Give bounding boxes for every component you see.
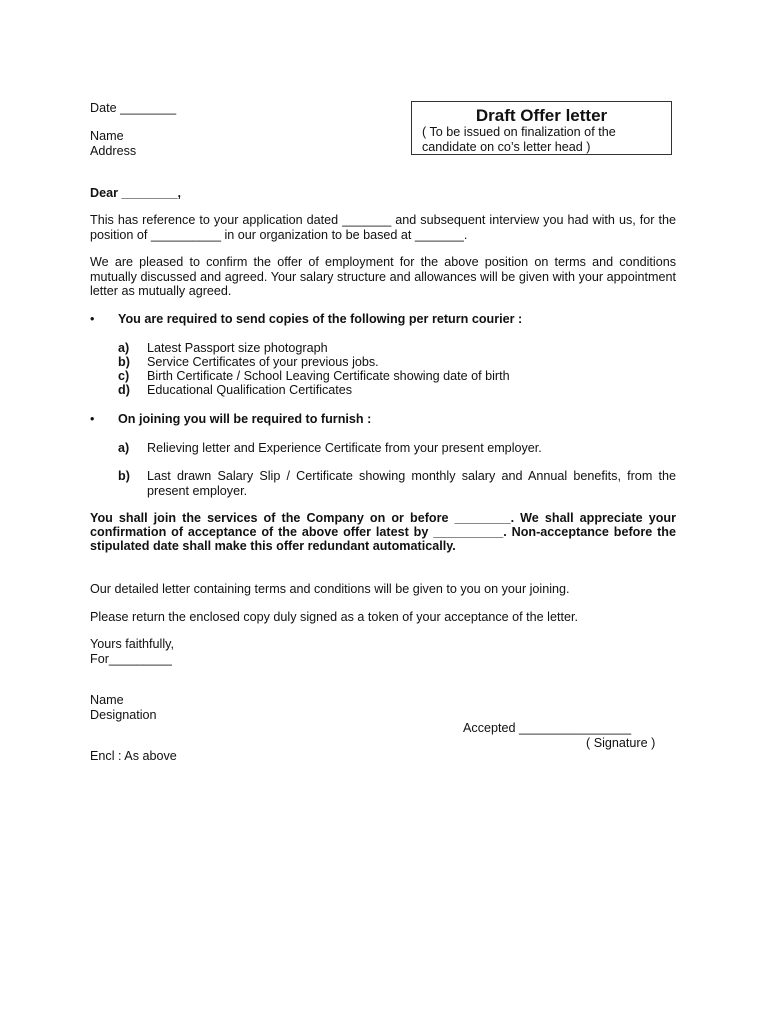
signatory-name: Name <box>90 693 124 707</box>
list-item <box>118 369 676 383</box>
list-item-text: Birth Certificate / School Leaving Certificate showing date of birth <box>147 369 510 384</box>
enclosure-line: Encl : As above <box>90 749 177 763</box>
bullet-text: On joining you will be required to furnish : <box>118 412 372 426</box>
signatory-designation: Designation <box>90 707 157 722</box>
paragraph-return-copy: Please return the enclosed copy duly signed as a token of your acceptance of the letter. <box>90 610 578 624</box>
signoff-block <box>90 693 157 722</box>
draft-subtitle-line-1: ( To be issued on finalization of the <box>422 125 616 139</box>
recipient-address: Address <box>90 143 137 158</box>
draft-subtitle <box>422 125 667 154</box>
list-item-letter: d) <box>118 383 130 398</box>
list-item-letter: b) <box>118 355 130 370</box>
list-item-text: Last drawn Salary Slip / Certificate showing monthly salary and Annual benefits, from the present employer. <box>147 469 676 498</box>
list-item-text: Relieving letter and Experience Certificate from your present employer. <box>147 441 542 455</box>
recipient-block <box>90 129 136 158</box>
list-item-text: Latest Passport size photograph <box>147 341 328 355</box>
documents-list <box>118 341 676 397</box>
salutation: Dear ________, <box>90 186 182 200</box>
paragraph-detailed-letter: Our detailed letter containing terms and conditions will be given to you on your joining. <box>90 582 570 596</box>
yours-faithfully: Yours faithfully, <box>90 637 175 651</box>
paragraph-reference: This has reference to your application dated _______ and subsequent interview you had with us, for the position of __________ in our organization to be based at _______. <box>90 213 676 242</box>
list-item-letter: a) <box>118 341 130 355</box>
list-item-letter: b) <box>118 469 130 483</box>
list-item-text: Service Certificates of your previous jobs. <box>147 355 379 370</box>
recipient-name: Name <box>90 129 124 143</box>
paragraph-confirmation: We are pleased to confirm the offer of employment for the above position on terms and conditions mutually discussed and agreed. Your salary structure and allowances will be given with your appointment letter as mutually agreed. <box>90 255 676 298</box>
date-line: Date ________ <box>90 101 177 115</box>
signature-label: ( Signature ) <box>586 736 656 750</box>
bullet-dot-icon: • <box>90 312 95 326</box>
for-company-line: For_________ <box>90 651 172 666</box>
closing-block <box>90 637 174 666</box>
accepted-line: Accepted ________________ <box>463 721 632 735</box>
list-item-text: Educational Qualification Certificates <box>147 383 353 398</box>
draft-subtitle-line-2: candidate on co’s letter head ) <box>422 139 591 154</box>
bullet-dot-icon: • <box>90 412 95 426</box>
list-item-letter: a) <box>118 441 130 455</box>
draft-offer-box <box>411 101 672 155</box>
list-item <box>118 341 676 355</box>
list-item-letter: c) <box>118 369 130 384</box>
bullet-text: You are required to send copies of the following per return courier : <box>118 312 523 326</box>
paragraph-joining-terms: You shall join the services of the Company on or before ________. We shall appreciate your confirmation of acceptance of the above offer latest by __________. Non-acceptance before the stipulated date shall make this offer redundant automatically. <box>90 511 676 554</box>
list-item <box>118 355 676 369</box>
list-item <box>118 383 676 397</box>
draft-title: Draft Offer letter <box>475 106 608 125</box>
